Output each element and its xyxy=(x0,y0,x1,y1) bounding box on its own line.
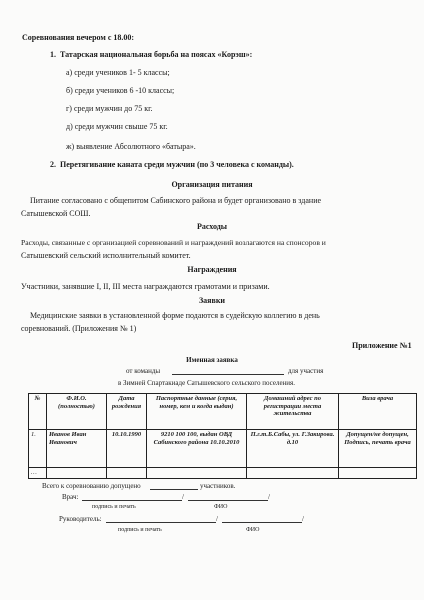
cell-empty xyxy=(339,468,417,479)
awards-title: Награждения xyxy=(187,265,237,274)
col-visa-header: Виза врача xyxy=(339,394,417,430)
table-row xyxy=(29,430,417,468)
cell-name: Иванов Иван Иванович xyxy=(47,430,107,468)
named-application-title: Именная заявка xyxy=(186,356,238,364)
table-header-row xyxy=(29,394,417,430)
item-1-text: Татарская национальная борьба на поясах «Корэш»: xyxy=(60,50,253,59)
item-2-number: 2. xyxy=(50,160,56,169)
food-title: Организация питания xyxy=(171,180,253,189)
item-1 xyxy=(50,50,252,60)
doctor-fio-line xyxy=(188,500,268,501)
cell-number: 1. xyxy=(29,430,47,468)
cell-empty xyxy=(247,468,339,479)
head-fio-caption: ФИО xyxy=(246,527,260,533)
expenses-title: Расходы xyxy=(196,222,228,231)
col-number-header: № xyxy=(29,394,47,430)
sub-item-d: д) среди мужчин свыше 75 кг. xyxy=(66,122,168,131)
appendix-label: Приложение №1 xyxy=(352,341,412,350)
cell-visa: Допущен/не допущен, Подпись, печать врача xyxy=(339,430,417,468)
col-name-header: Ф.И.О. (полностью) xyxy=(47,394,107,430)
applications-text-1: Медицинские заявки в установленной форме подаются в судейскую коллегию в день xyxy=(30,311,320,320)
expenses-text-1: Расходы, связанные с организацией соревнований и награждений возлагаются на спонсоров и xyxy=(21,238,326,247)
applications-title: Заявки xyxy=(198,296,226,305)
item-1-number: 1. xyxy=(50,50,56,59)
doctor-fio-caption: ФИО xyxy=(214,504,228,510)
doctor-label: Врач: xyxy=(62,493,79,501)
head-slash-end: / xyxy=(302,515,304,523)
awards-text: Участники, занявшие I, II, III места награждаются грамотами и призами. xyxy=(21,282,270,291)
for-participation-label: для участия xyxy=(288,367,324,375)
evening-heading: Соревнования вечером с 18.00: xyxy=(22,33,135,42)
admitted-suffix: участников. xyxy=(200,482,236,490)
food-text-1: Питание согласовано с общепитом Сабинского района и будет организовано в здание xyxy=(30,196,322,205)
head-fio-line xyxy=(222,522,302,523)
sub-item-zh: ж) выявление Абсолютного «батыра». xyxy=(66,142,196,151)
food-text-2: Сатышевской СОШ. xyxy=(21,209,91,218)
head-sign-caption: подпись и печать xyxy=(118,527,162,533)
cell-empty xyxy=(147,468,247,479)
doctor-slash-end: / xyxy=(268,493,270,501)
sub-item-a: а) среди учеников 1- 5 классы; xyxy=(66,68,170,77)
admitted-count-line xyxy=(150,489,198,490)
head-label: Руководитель: xyxy=(59,515,102,523)
team-name-line xyxy=(172,374,284,375)
cell-dob: 10.10.1990 xyxy=(107,430,147,468)
cell-passport: 9210 100 100, выдан ОВД Сабинского района 10.10.2010 xyxy=(147,430,247,468)
table-row xyxy=(29,468,417,479)
cell-empty xyxy=(47,468,107,479)
doctor-signature-line xyxy=(82,500,182,501)
head-slash: / xyxy=(216,515,218,523)
cell-ellipsis: … xyxy=(29,468,47,479)
from-team-label: от команды xyxy=(126,367,161,375)
applications-text-2: соревнований. (Приложения № 1) xyxy=(21,324,137,333)
col-passport-header: Паспортные данные (серия, номер, кем и когда выдан) xyxy=(147,394,247,430)
cell-address: П.г.т.Б.Сабы, ул. Г.Закирова. д.10 xyxy=(247,430,339,468)
doctor-sign-caption: подпись и печать xyxy=(92,504,136,510)
sub-item-g: г) среди мужчин до 75 кг. xyxy=(66,104,153,113)
doctor-slash: / xyxy=(182,493,184,501)
head-signature-line xyxy=(106,522,216,523)
sub-item-b: б) среди учеников 6 -10 классы; xyxy=(66,86,175,95)
event-label: в Зимней Спартакиаде Сатышевского сельского поселения. xyxy=(118,379,296,387)
col-dob-header: Дата рождения xyxy=(107,394,147,430)
col-address-header: Домашний адрес по регистрации места жительства xyxy=(247,394,339,430)
item-2-text: Перетягивание каната среди мужчин (по 3 человека с команды). xyxy=(60,160,294,169)
participants-table xyxy=(28,393,417,479)
cell-empty xyxy=(107,468,147,479)
admitted-prefix: Всего к соревнованию допущено xyxy=(42,482,141,490)
item-2 xyxy=(50,160,294,170)
expenses-text-2: Сатышевский сельский исполнительный комитет. xyxy=(21,251,191,260)
